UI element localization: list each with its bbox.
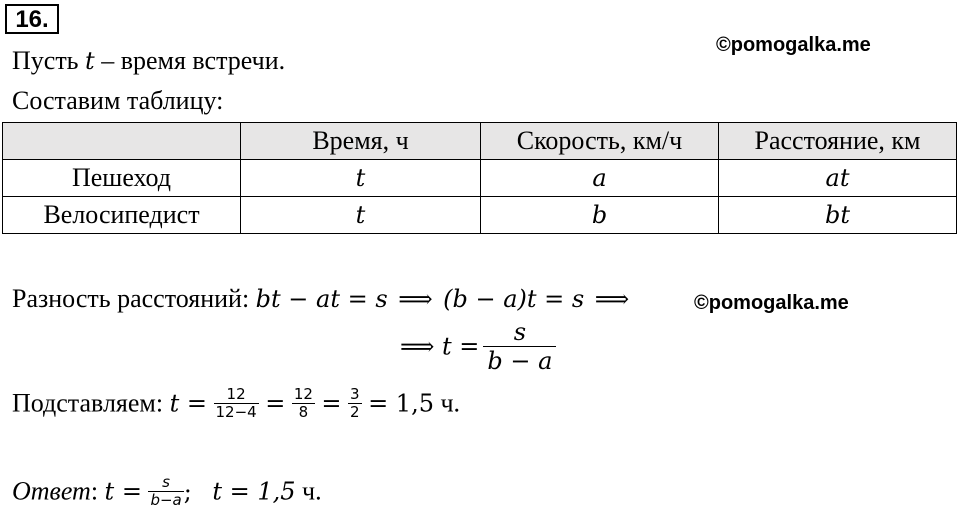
answer-t-result: t = 1,5: [212, 477, 296, 506]
answer-separator: ;: [183, 477, 192, 506]
substitute-label: Подставляем:: [12, 388, 164, 418]
intro-let-line: [12, 46, 285, 76]
substitute-t-eq: t =: [169, 389, 207, 418]
implies-arrow: ⟹: [398, 285, 433, 313]
substitute-result: = 1,5: [368, 389, 434, 418]
table-header-cell: [3, 123, 241, 160]
answer-label: Ответ: [12, 476, 91, 506]
answer-fraction: [148, 474, 183, 509]
substitute-unit: ч.: [440, 388, 461, 418]
fraction-denominator: 12−4: [215, 403, 257, 421]
answer-unit: ч.: [302, 476, 322, 506]
fraction-denominator: b−a: [150, 491, 182, 509]
fraction-numerator: 12: [293, 385, 313, 403]
watermark-middle: ©pomogalka.me: [694, 292, 849, 314]
table-cell-time: t: [241, 160, 481, 197]
difference-eq2: (b − a)t = s: [443, 285, 585, 313]
fraction-numerator: s: [513, 318, 527, 346]
difference-result: [400, 318, 556, 375]
table-header-cell: Расстояние, км: [719, 123, 957, 160]
motion-table: [2, 122, 957, 234]
answer-t-eq: t =: [104, 477, 142, 506]
intro-make-table: Составим таблицу:: [12, 86, 224, 115]
intro-let-prefix: Пусть: [12, 46, 79, 75]
difference-result-prefix: ⟹ t =: [400, 332, 480, 361]
table-cell-speed: a: [481, 160, 719, 197]
table-cell-name: Пешеход: [3, 160, 241, 197]
difference-eq1: bt − at = s: [255, 285, 388, 313]
fraction-denominator: 8: [298, 403, 309, 421]
watermark-top: ©pomogalka.me: [716, 34, 871, 56]
equals-sign: =: [321, 389, 342, 418]
answer-colon: :: [90, 476, 99, 506]
fraction-numerator: s: [162, 473, 170, 491]
table-cell-distance: bt: [719, 197, 957, 234]
equals-sign: =: [265, 389, 286, 418]
table-cell-name: Велосипедист: [3, 197, 241, 234]
fraction-numerator: 3: [350, 385, 360, 403]
table-row: [3, 197, 957, 234]
substitute-fraction-3: [348, 386, 362, 421]
fraction-numerator: 12: [226, 385, 246, 403]
fraction-denominator: 2: [350, 403, 360, 421]
substitute-fraction-2: [292, 386, 315, 421]
table-header-cell: Время, ч: [241, 123, 481, 160]
substitute-line: [12, 386, 460, 421]
table-row: [3, 160, 957, 197]
substitute-fraction-1: [214, 386, 259, 421]
table-cell-time: t: [241, 197, 481, 234]
fraction-denominator: b − a: [487, 347, 553, 375]
difference-line: [12, 284, 633, 314]
table-header-row: [3, 123, 957, 160]
table-cell-distance: at: [719, 160, 957, 197]
difference-fraction: [483, 318, 556, 375]
implies-arrow: ⟹: [594, 285, 630, 313]
difference-label: Разность расстояний:: [12, 284, 250, 313]
answer-line: [12, 474, 322, 509]
table-cell-speed: b: [481, 197, 719, 234]
intro-let-var: t: [85, 47, 95, 75]
intro-let-suffix: – время встречи.: [101, 46, 286, 75]
problem-number: 16.: [5, 4, 59, 34]
table-header-cell: Скорость, км/ч: [481, 123, 719, 160]
